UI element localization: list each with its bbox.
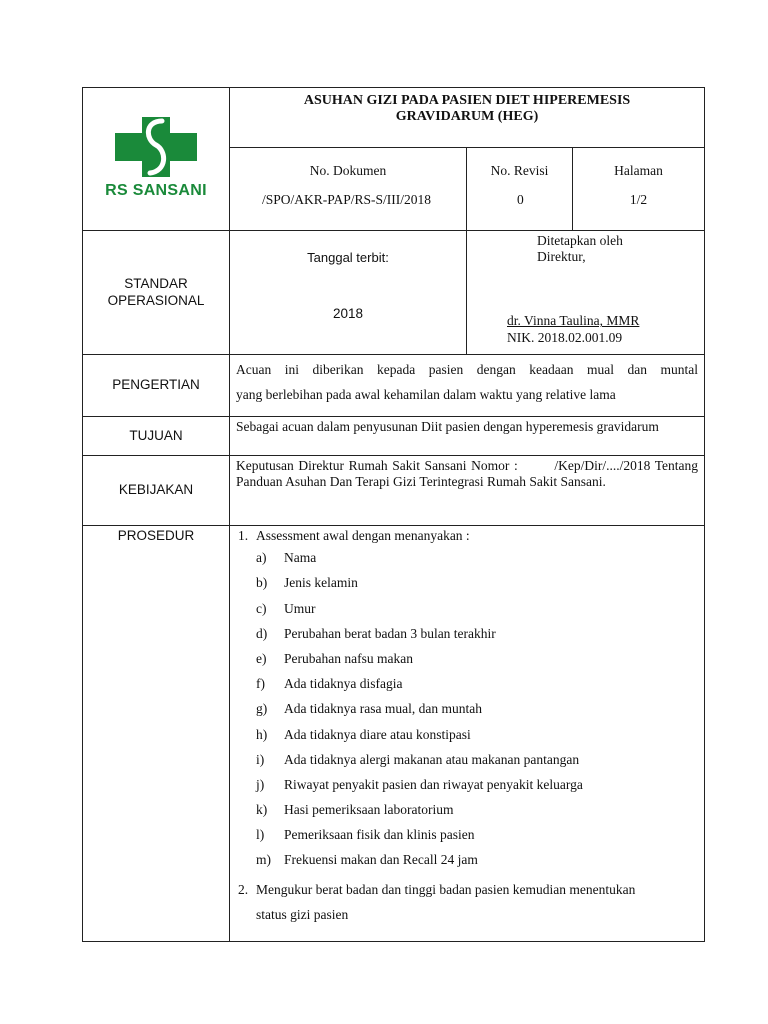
signer-nik: NIK. 2018.02.001.09 bbox=[507, 329, 623, 345]
ditetapkan-line-1: Ditetapkan oleh bbox=[537, 233, 623, 248]
assessment-item bbox=[230, 696, 704, 721]
ditetapkan-line-2: Direktur, bbox=[537, 249, 586, 265]
no-revisi-cell bbox=[467, 147, 573, 230]
pengertian-text-line-1: Acuan ini diberikan kepada pasien dengan keadaan mual dan muntal bbox=[236, 362, 699, 377]
assessment-list bbox=[230, 544, 704, 872]
assessment-item bbox=[230, 797, 704, 822]
title-line-2: GRAVIDARUM (HEG) bbox=[395, 109, 539, 125]
assessment-item-letter: c) bbox=[256, 600, 267, 616]
tujuan-text: Sebagai acuan dalam penyusunan Diit pasien dengan hyperemesis gravidarum bbox=[236, 419, 659, 434]
assessment-item-letter: j) bbox=[256, 776, 265, 792]
pengertian-text-line-2: yang berlebihan pada awal kehamilan dalam waktu yang relative lama bbox=[236, 387, 616, 402]
assessment-item-text: Perubahan nafsu makan bbox=[284, 650, 413, 666]
kebijakan-text-cell bbox=[230, 456, 705, 526]
assessment-item-text: Ada tidaknya disfagia bbox=[284, 676, 403, 692]
assessment-item-letter: l) bbox=[256, 827, 265, 843]
assessment-item-letter: k) bbox=[256, 802, 268, 818]
sop-document bbox=[82, 87, 704, 934]
assessment-item-text: Hasi pemeriksaan laboratorium bbox=[284, 802, 454, 818]
ditetapkan-cell bbox=[467, 231, 705, 355]
prosedur-content-cell bbox=[230, 526, 705, 942]
assessment-item-letter: d) bbox=[256, 625, 268, 641]
kebijakan-text: Keputusan Direktur Rumah Sakit Sansani Nomor : /Kep/Dir/..../2018 Tentang Panduan Asuhan Dan Terapi Gizi Terintegrasi Rumah Sakit Sansani. bbox=[236, 458, 702, 490]
assessment-item-text: Ada tidaknya alergi makanan atau makanan pantangan bbox=[284, 751, 580, 767]
tujuan-text-cell bbox=[230, 417, 705, 456]
standar-label-cell bbox=[83, 231, 230, 355]
prosedur-step-2 bbox=[230, 873, 704, 927]
assessment-item bbox=[230, 747, 704, 772]
title-line-1: ASUHAN GIZI PADA PASIEN DIET HIPEREMESIS bbox=[303, 93, 631, 108]
pengertian-label: PENGERTIAN bbox=[83, 355, 230, 417]
assessment-item-letter: e) bbox=[256, 650, 267, 666]
step-2-line-2: status gizi pasien bbox=[256, 906, 349, 922]
no-dokumen-cell bbox=[230, 147, 467, 230]
tanggal-value: 2018 bbox=[332, 305, 364, 321]
assessment-item-text: Frekuensi makan dan Recall 24 jam bbox=[284, 852, 478, 868]
assessment-item-text: Ada tidaknya rasa mual, dan muntah bbox=[284, 701, 482, 717]
assessment-item bbox=[230, 722, 704, 747]
assessment-item-text: Perubahan berat badan 3 bulan terakhir bbox=[284, 625, 496, 641]
prosedur-step-1 bbox=[230, 528, 704, 544]
prosedur-label-cell bbox=[83, 526, 230, 942]
assessment-item bbox=[230, 847, 704, 872]
no-dokumen-value: /SPO/AKR-PAP/RS-S/III/2018 bbox=[262, 191, 432, 207]
sop-table bbox=[82, 87, 705, 942]
assessment-item-letter: i) bbox=[256, 751, 265, 767]
no-revisi-label: No. Revisi bbox=[490, 162, 549, 178]
assessment-item-letter: f) bbox=[256, 676, 265, 692]
pengertian-text-cell bbox=[230, 355, 705, 417]
step-1-text: Assessment awal dengan menanyakan : bbox=[256, 528, 470, 543]
kebijakan-label: KEBIJAKAN bbox=[83, 456, 230, 526]
assessment-item-text: Nama bbox=[284, 550, 317, 566]
assessment-item-text: Ada tidaknya diare atau konstipasi bbox=[284, 726, 471, 742]
logo-text: RS SANSANI bbox=[105, 182, 207, 200]
standar-label-line-1: STANDAR bbox=[124, 276, 188, 292]
tanggal-cell bbox=[230, 231, 467, 355]
halaman-value: 1/2 bbox=[629, 191, 648, 207]
no-dokumen-label: No. Dokumen bbox=[309, 162, 387, 178]
standar-label-line-2: OPERASIONAL bbox=[107, 292, 205, 308]
step-2-number: 2. bbox=[238, 881, 249, 897]
assessment-item bbox=[230, 646, 704, 671]
assessment-item-text: Riwayat penyakit pasien dan riwayat penyakit keluarga bbox=[284, 776, 583, 792]
halaman-cell bbox=[573, 147, 705, 230]
tanggal-label: Tanggal terbit: bbox=[307, 250, 389, 265]
title-cell bbox=[230, 88, 705, 148]
assessment-item bbox=[230, 671, 704, 696]
assessment-item-letter: b) bbox=[256, 575, 268, 591]
assessment-item-letter: m) bbox=[256, 852, 271, 868]
logo-cell bbox=[83, 88, 230, 231]
assessment-item-letter: g) bbox=[256, 701, 268, 717]
assessment-item bbox=[230, 621, 704, 646]
assessment-item bbox=[230, 570, 704, 595]
assessment-item-letter: h) bbox=[256, 726, 268, 742]
halaman-label: Halaman bbox=[614, 162, 663, 178]
signer-name: dr. Vinna Taulina, MMR bbox=[507, 313, 640, 329]
assessment-item-text: Jenis kelamin bbox=[284, 575, 358, 591]
tujuan-label: TUJUAN bbox=[83, 417, 230, 456]
step-1-number: 1. bbox=[238, 528, 249, 543]
step-2-line-1: Mengukur berat badan dan tinggi badan pasien kemudian menentukan bbox=[256, 881, 636, 897]
assessment-item-text: Umur bbox=[284, 600, 316, 616]
assessment-item bbox=[230, 822, 704, 847]
assessment-item bbox=[230, 772, 704, 797]
assessment-item-text: Pemeriksaan fisik dan klinis pasien bbox=[284, 827, 475, 843]
assessment-item bbox=[230, 596, 704, 621]
no-revisi-value: 0 bbox=[517, 191, 524, 207]
hospital-cross-logo-icon bbox=[115, 117, 197, 177]
prosedur-label: PROSEDUR bbox=[117, 528, 195, 543]
assessment-item-letter: a) bbox=[256, 550, 267, 566]
assessment-item bbox=[230, 545, 704, 570]
